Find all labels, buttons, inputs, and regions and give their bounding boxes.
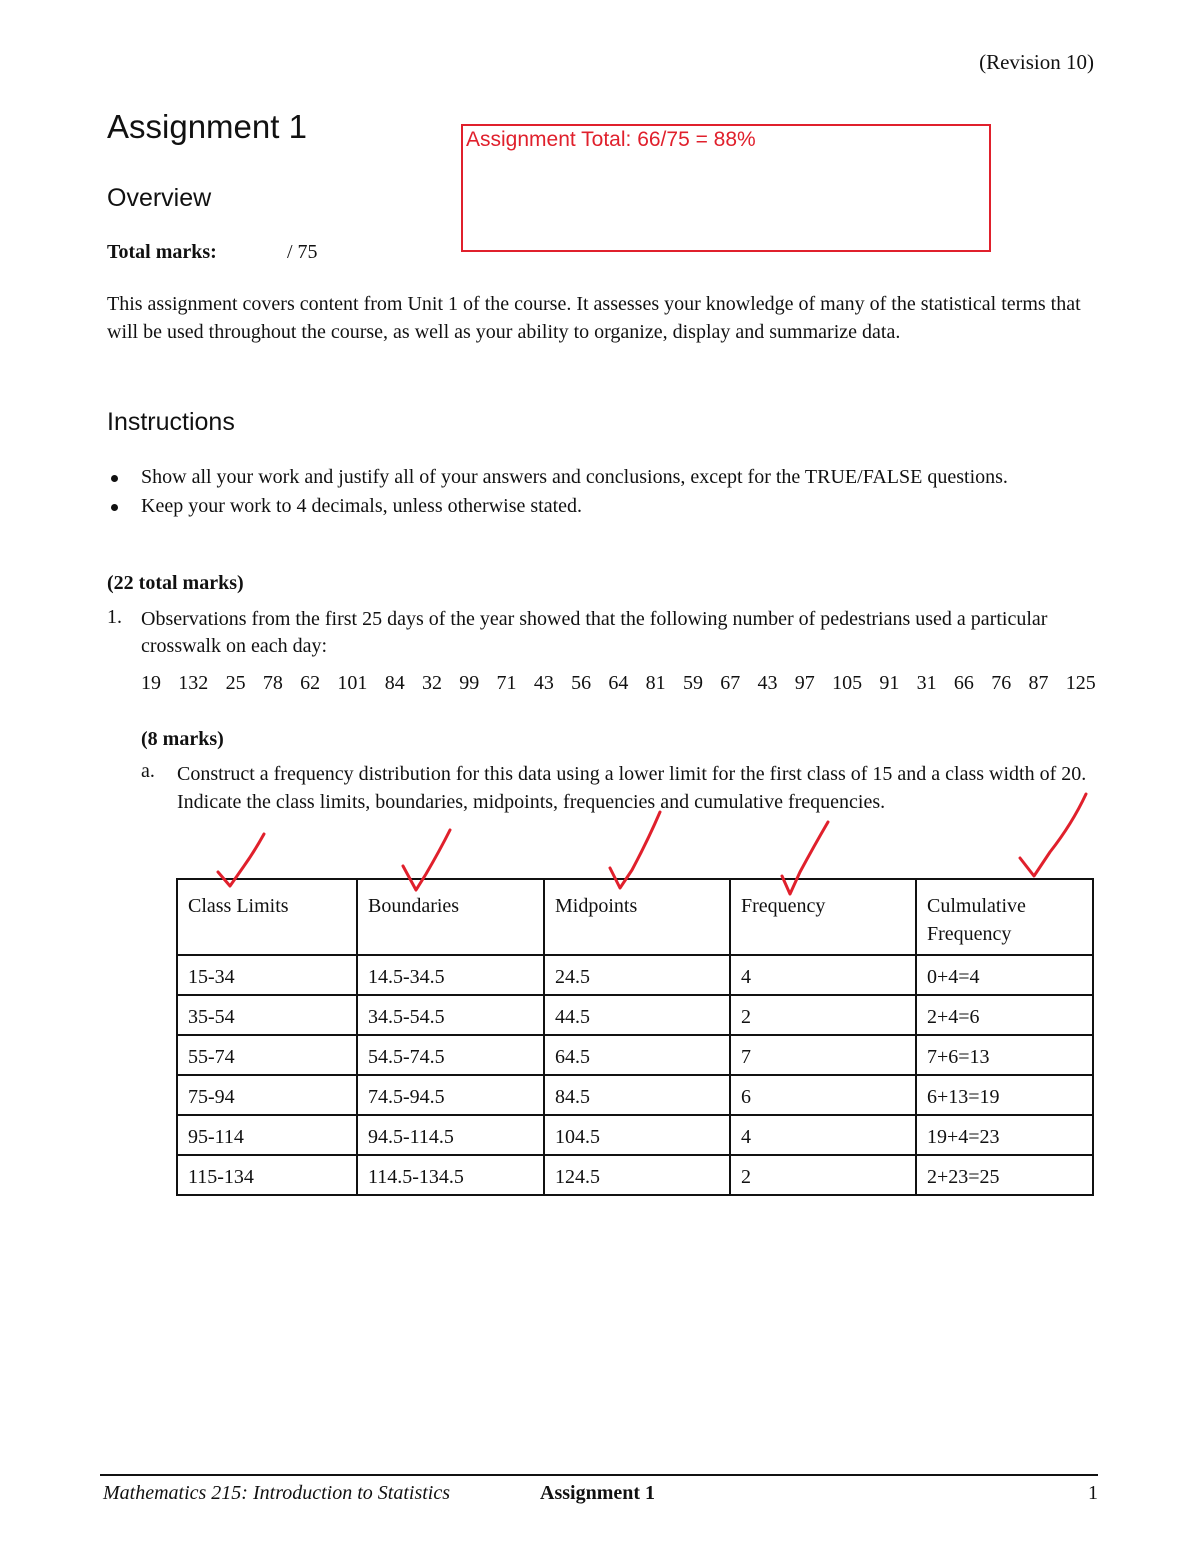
check-mark-icon (610, 812, 660, 888)
total-marks-value: / 75 (287, 241, 318, 263)
table-cell: 7+6=13 (916, 1035, 1093, 1075)
question-text: Observations from the first 25 days of the year showed that the following number of pedestrians used a particular crosswalk on each day: (141, 608, 1048, 657)
table-row (177, 1035, 1093, 1075)
table-cell: 35-54 (177, 995, 357, 1035)
data-value: 67 (720, 672, 741, 694)
table-header-row (177, 879, 1093, 955)
table-body (177, 955, 1093, 1195)
grade-total-text: Assignment Total: 66/75 = 88% (466, 128, 756, 151)
table-cell: 0+4=4 (916, 955, 1093, 995)
bullet-icon (111, 475, 118, 482)
question-number: 1. (107, 606, 122, 628)
table-row (177, 1075, 1093, 1115)
page-title: Assignment 1 (107, 108, 307, 145)
table-row (177, 1155, 1093, 1195)
footer-assignment-label: Assignment 1 (540, 1482, 656, 1504)
table-cell: 124.5 (544, 1155, 730, 1195)
list-item (107, 464, 1097, 491)
column-header: Midpoints (544, 879, 730, 955)
data-value: 76 (991, 672, 1012, 694)
page-number: 1 (1088, 1482, 1098, 1504)
data-value: 64 (608, 672, 629, 694)
part-a-letter: a. (141, 760, 155, 782)
table-cell: 2+23=25 (916, 1155, 1093, 1195)
part-a-marks: (8 marks) (141, 728, 224, 750)
data-value: 19 (141, 672, 161, 694)
data-value: 97 (794, 672, 815, 694)
table-cell: 14.5-34.5 (357, 955, 544, 995)
data-value: 101 (337, 672, 368, 694)
data-value: 43 (533, 672, 554, 694)
table-cell: 64.5 (544, 1035, 730, 1075)
data-value: 81 (645, 672, 666, 694)
table-row (177, 955, 1093, 995)
column-header: Frequency (730, 879, 916, 955)
data-value: 99 (459, 672, 480, 694)
instruction-text: Keep your work to 4 decimals, unless otherwise stated. (141, 495, 583, 517)
table-cell: 55-74 (177, 1035, 357, 1075)
data-value: 132 (178, 672, 209, 694)
column-header: Culmulative Frequency (916, 879, 1093, 955)
section-total-marks: (22 total marks) (107, 572, 244, 594)
column-header: Class Limits (177, 879, 357, 955)
table-cell: 94.5-114.5 (357, 1115, 544, 1155)
footer-course-title: Mathematics 215: Introduction to Statistics (103, 1482, 451, 1504)
data-value: 71 (496, 672, 517, 694)
table-cell: 95-114 (177, 1115, 357, 1155)
table-cell: 19+4=23 (916, 1115, 1093, 1155)
list-item (107, 493, 1097, 520)
data-value: 43 (757, 672, 778, 694)
table-cell: 2 (730, 995, 916, 1035)
instructions-heading: Instructions (107, 408, 235, 436)
table-cell: 114.5-134.5 (357, 1155, 544, 1195)
data-value: 78 (262, 672, 283, 694)
data-value: 56 (571, 672, 592, 694)
overview-heading: Overview (107, 184, 212, 212)
table-cell: 4 (730, 955, 916, 995)
table-cell: 24.5 (544, 955, 730, 995)
table-cell: 2 (730, 1155, 916, 1195)
data-value: 59 (682, 672, 703, 694)
table-cell: 84.5 (544, 1075, 730, 1115)
intro-paragraph: This assignment covers content from Unit 1 of the course. It assesses your knowledge of many of the statistical terms that will be used throughout the course, as well as your ability to organize, display and summarize data. (107, 293, 1081, 343)
part-a-text: Construct a frequency distribution for this data using a lower limit for the first class of 15 and a class width of 20. Indicate the class limits, boundaries, midpoints, frequencies and cumulative frequencies. (177, 763, 1087, 813)
data-value: 31 (916, 672, 937, 694)
table-cell: 104.5 (544, 1115, 730, 1155)
table-cell: 44.5 (544, 995, 730, 1035)
table-cell: 15-34 (177, 955, 357, 995)
data-value: 105 (832, 672, 863, 694)
footer-divider (100, 1474, 1098, 1476)
table-row (177, 995, 1093, 1035)
table-cell: 115-134 (177, 1155, 357, 1195)
bullet-icon (111, 504, 118, 511)
data-value: 25 (225, 672, 246, 694)
instructions-list (107, 464, 1097, 522)
grade-box (461, 124, 991, 252)
total-marks-label: Total marks: (107, 241, 217, 263)
data-value: 62 (300, 672, 321, 694)
column-header: Boundaries (357, 879, 544, 955)
observation-data (141, 672, 1096, 695)
revision-label: (Revision 10) (979, 50, 1094, 74)
table-cell: 4 (730, 1115, 916, 1155)
table-cell: 54.5-74.5 (357, 1035, 544, 1075)
data-value: 66 (953, 672, 974, 694)
frequency-table (176, 878, 1094, 1196)
table-row (177, 1115, 1093, 1155)
instruction-text: Show all your work and justify all of your answers and conclusions, except for the TRUE/FALSE questions. (141, 466, 1008, 488)
table-cell: 6 (730, 1075, 916, 1115)
data-value: 87 (1028, 672, 1049, 694)
table-cell: 75-94 (177, 1075, 357, 1115)
data-value: 84 (384, 672, 405, 694)
data-value: 91 (879, 672, 900, 694)
table-cell: 34.5-54.5 (357, 995, 544, 1035)
table-cell: 74.5-94.5 (357, 1075, 544, 1115)
data-value: 32 (421, 672, 442, 694)
data-value: 125 (1065, 672, 1096, 694)
table-cell: 6+13=19 (916, 1075, 1093, 1115)
table-cell: 2+4=6 (916, 995, 1093, 1035)
table-cell: 7 (730, 1035, 916, 1075)
